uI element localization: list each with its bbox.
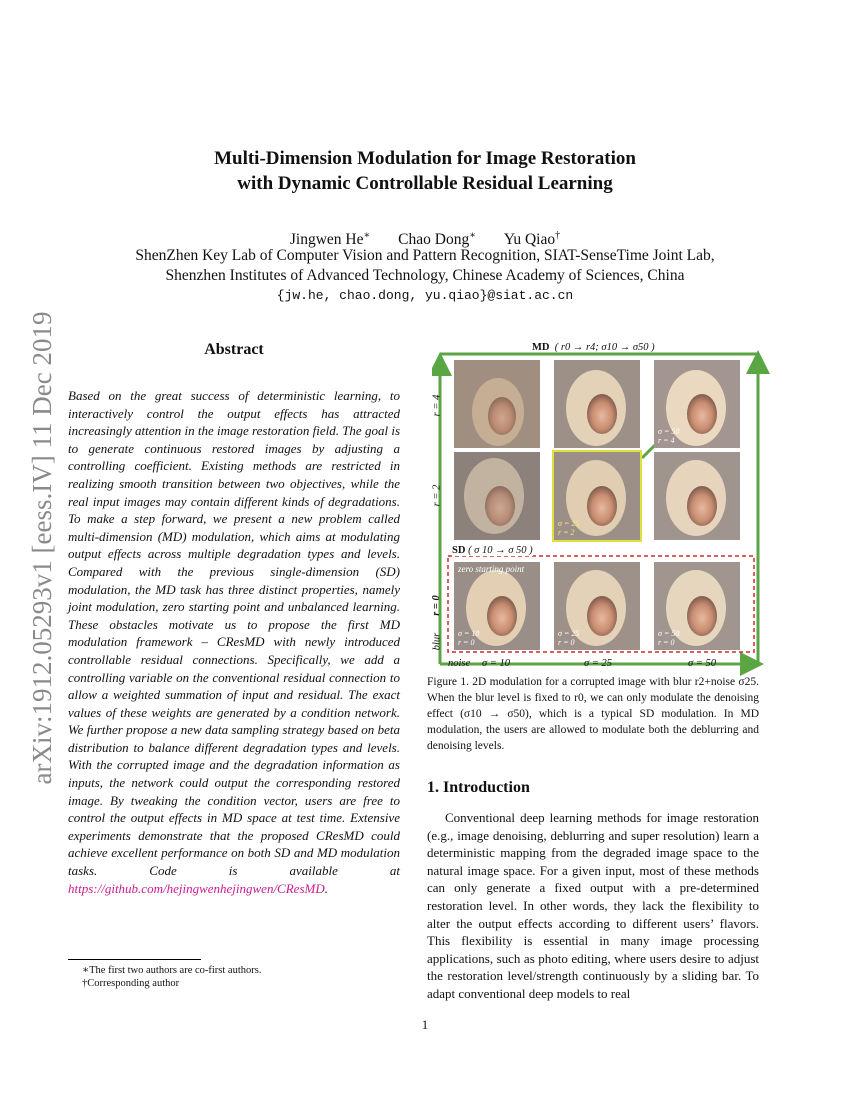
abstract-heading: Abstract [204, 341, 264, 358]
image-r2-s10 [454, 452, 540, 540]
author-2-mark: ∗ [469, 230, 477, 241]
footnote-1: ∗The first two authors are co-first authors. [82, 965, 262, 976]
overlay-bottom-mid-sigma: σ = 25 [558, 629, 580, 638]
col-label-s10: σ = 10 [482, 658, 511, 669]
col-label-s25: σ = 25 [584, 658, 613, 669]
row-label-r4: r = 4 [431, 394, 443, 417]
abstract-text: Based on the great success of deterministic learning, to interactively control the output effects has attracted increasingly attention in the image restoration field. The goal is to generate continuous restored images by adjusting a controlling coefficient. Existing methods are restricted in realizing smooth transition between two objectives, while the real input images may contain different kinds of degradations. To make a step forward, we present a new problem called multi-dimension (MD) modulation, which aims at modulating output effects across multiple degradation types and levels. Compared with the previous single-dimension (SD) modulation, the MD task has three distinct properties, namely joint modulation, zero starting point and unbalanced learning. These obstacles motivate us to propose the first MD modulation framework – CResMD with newly introduced controllable residual connections. Specifically, we add a controlling variable on the conventional residual connection to allow a weighted summation of input and residual. The exact values of these weights are generated by a condition network. We further propose a new data sampling strategy based on beta distribution to balance different degradation types and levels. With the corrupted image and the degradation information as inputs, the network could output the corresponding restored image. By tweaking the condition vector, users are free to control the output effects in MD space at test time. Extensive experiments demonstrate that the proposed CResMD could achieve excellent performance on both SD and MD modulation tasks. Code is available at [68, 388, 400, 879]
image-r4-s10 [454, 360, 540, 448]
md-header [532, 342, 655, 353]
page-number: 1 [421, 1017, 429, 1032]
paper-title [0, 146, 850, 196]
row-label-blur: blur [431, 632, 443, 651]
code-link[interactable]: https://github.com/hejingwenhejingwen/CResMD [68, 880, 325, 896]
image-r4-s25 [554, 360, 640, 448]
overlay-bottom-left-sigma: σ = 10 [458, 629, 480, 638]
footnote-2: †Corresponding author [82, 978, 180, 989]
sd-header [452, 545, 533, 556]
title-line-2: with Dynamic Controllable Residual Learning [237, 173, 613, 194]
overlay-center [558, 519, 579, 537]
overlay-center-r: r = 2 [558, 528, 575, 537]
col-label-s50: σ = 50 [688, 658, 717, 669]
author-1-name: Jingwen He [289, 231, 364, 249]
author-1-mark: ∗ [363, 230, 371, 241]
overlay-center-sigma: σ = 25 [558, 519, 580, 528]
overlay-top-right-r: r = 4 [658, 436, 675, 445]
md-range: ( r0 → r4; σ10 → σ50 ) [554, 342, 655, 353]
overlay-top-right [658, 427, 679, 445]
image-r2-s25-highlight [552, 450, 642, 542]
overlay-bottom-right-r: r = 0 [658, 638, 675, 647]
author-3-name: Yu Qiao [503, 231, 556, 249]
zero-starting-point: zero starting point [458, 564, 525, 574]
md-label: MD [532, 342, 550, 353]
col-label-noise: noise [448, 658, 471, 669]
footnote-rule [68, 959, 201, 960]
abstract-body [68, 387, 400, 897]
image-r0-s50 [654, 562, 740, 650]
author-3-mark: † [555, 230, 561, 241]
row-label-r2: r = 2 [431, 484, 443, 507]
image-r0-s25 [554, 562, 640, 650]
row-label-r0: r = 0 [430, 595, 442, 616]
affiliation-line-2: Shenzhen Institutes of Advanced Technology, Chinese Academy of Sciences, China [165, 267, 685, 284]
sd-range: ( σ 10 → σ 50 ) [468, 545, 533, 556]
arxiv-stamp: arXiv:1912.05293v1 [eess.IV] 11 Dec 2019 [27, 311, 57, 785]
overlay-bottom-left [458, 629, 479, 647]
figure-caption: Figure 1. 2D modulation for a corrupted image with blur r2+noise σ25. When the blur level is fixed to r0, we can only modulate the denoising effect (σ10 → σ50), which is a typical SD modulation. In MD modulation, the users are allowed to modulate both the deblurring and denoising levels. [427, 676, 759, 752]
abstract-end: . [324, 880, 328, 896]
image-r2-s50 [654, 452, 740, 540]
overlay-bottom-right [658, 629, 679, 647]
figure-1 [432, 338, 772, 678]
affiliation-line-1: ShenZhen Key Lab of Computer Vision and Pattern Recognition, SIAT-SenseTime Joint Lab, [135, 247, 715, 264]
overlay-bottom-mid-r: r = 0 [558, 638, 575, 647]
image-r4-s50 [654, 360, 740, 448]
intro-body: Conventional deep learning methods for image restoration (e.g., image denoising, deblurring and super resolution) learn a deterministic mapping from the degraded image space to the natural image space. For a given input, most of these methods can only generate a fixed output with a pre-determined restoration level. In other words, they lack the flexibility to alter the output effects according to different users’ flavors. This flexibility is essential in many image processing applications, such as photo editing, where users desire to adjust the restoration level/strength continuously by a sliding bar. To adapt conventional deep models to real [427, 810, 759, 1001]
author-2-name: Chao Dong [398, 231, 470, 249]
overlay-bottom-left-r: r = 0 [458, 638, 475, 647]
image-r0-s10 [454, 562, 540, 650]
author-emails: {jw.he, chao.dong, yu.qiao}@siat.ac.cn [276, 288, 574, 303]
overlay-bottom-right-sigma: σ = 50 [658, 629, 680, 638]
sd-label: SD [452, 545, 466, 556]
overlay-top-right-sigma: σ = 50 [658, 427, 680, 436]
overlay-bottom-mid [558, 629, 579, 647]
intro-heading: 1. Introduction [427, 779, 530, 796]
title-line-1: Multi-Dimension Modulation for Image Restoration [214, 148, 636, 169]
